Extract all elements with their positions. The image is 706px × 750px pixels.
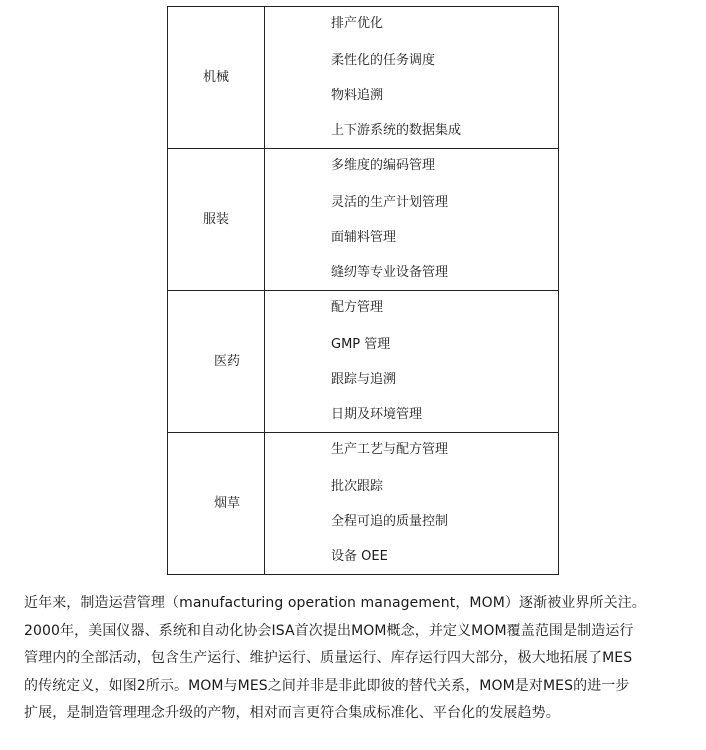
feature-item: 跟踪与追溯	[331, 372, 397, 387]
feature-item: 灵活的生产计划管理	[331, 195, 449, 210]
features-cell	[265, 7, 559, 149]
industry-features-table	[167, 6, 559, 575]
industry-name: 机械	[202, 70, 229, 85]
feature-item: 配方管理	[331, 300, 384, 315]
industry-table-wrapper	[167, 6, 559, 575]
industry-cell	[168, 149, 265, 291]
feature-item: 多维度的编码管理	[331, 158, 436, 173]
feature-item: 全程可追的质量控制	[331, 514, 449, 529]
feature-item: 设备 OEE	[331, 549, 388, 564]
body-paragraph	[24, 590, 704, 728]
feature-item: 物料追溯	[331, 88, 384, 103]
features-cell	[265, 149, 559, 291]
feature-item: 面辅料管理	[331, 230, 397, 245]
industry-name: 烟草	[213, 496, 240, 511]
paragraph-line: 近年来，制造运营管理（manufacturing operation management，MOM）逐渐被业界所关注。	[24, 595, 646, 611]
industry-cell	[168, 433, 265, 575]
paragraph-line: 2000年，美国仪器、系统和自动化协会ISA首次提出MOM概念，并定义MOM覆盖范围是制造运行	[24, 622, 634, 639]
paragraph-line: 扩展，是制造管理理念升级的产物，相对而言更符合集成标准化、平台化的发展趋势。	[24, 705, 560, 721]
table-row	[168, 291, 559, 433]
industry-name: 医药	[213, 354, 240, 369]
paragraph-line: 的传统定义，如图2所示。MOM与MES之间并非是非此即彼的替代关系，MOM是对MES的进一步	[24, 677, 630, 694]
feature-item: GMP 管理	[331, 337, 391, 352]
industry-name: 服装	[202, 212, 229, 227]
feature-item: 日期及环境管理	[331, 407, 423, 422]
table-row	[168, 7, 559, 149]
features-cell	[265, 433, 559, 575]
features-cell	[265, 291, 559, 433]
feature-item: 批次跟踪	[331, 479, 384, 494]
feature-item: 上下游系统的数据集成	[331, 123, 462, 138]
paragraph-line: 管理内的全部活动，包含生产运行、维护运行、质量运行、库存运行四大部分，极大地拓展了MES	[24, 650, 633, 666]
table-row	[168, 149, 559, 291]
industry-cell	[168, 7, 265, 149]
feature-item: 排产优化	[331, 16, 384, 31]
table-row	[168, 433, 559, 575]
industry-cell	[168, 291, 265, 433]
feature-item: 缝纫等专业设备管理	[331, 265, 449, 280]
feature-item: 柔性化的任务调度	[331, 53, 436, 68]
feature-item: 生产工艺与配方管理	[331, 442, 449, 457]
